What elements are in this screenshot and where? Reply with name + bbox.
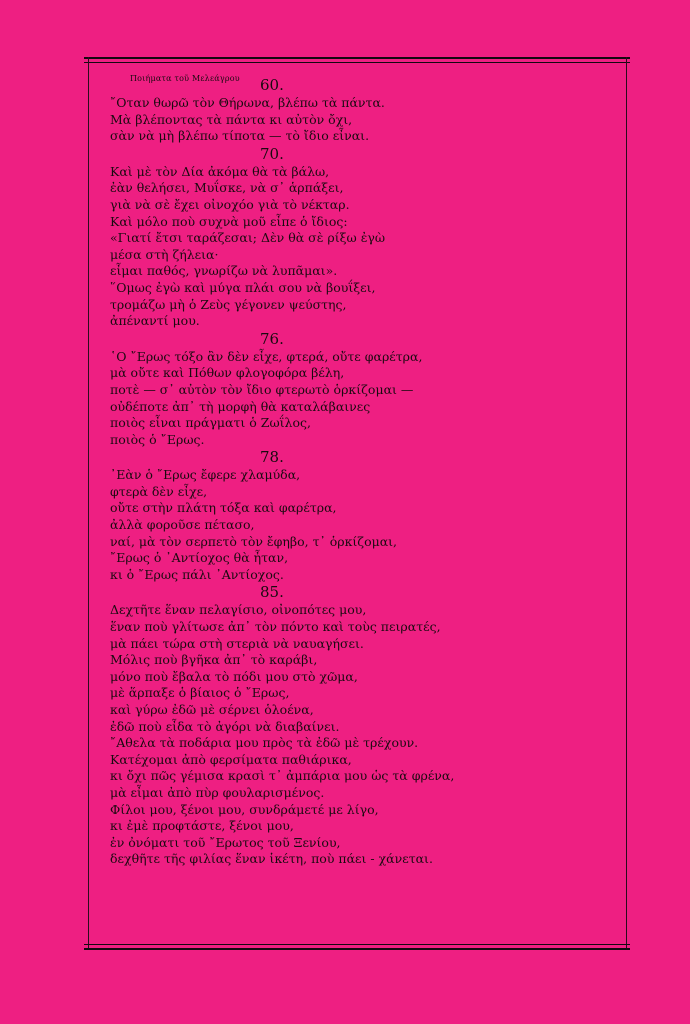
frame-top-rule xyxy=(84,57,630,59)
poem-line: γιὰ νὰ σὲ ἔχει οἰνοχόο γιὰ τὸ νέκταρ. xyxy=(110,196,350,212)
poem-line: «Γιατί ἔτσι ταράζεσαι; Δὲν θὰ σὲ ρίξω ἐγὼ xyxy=(110,230,386,246)
poem-78 xyxy=(110,448,610,583)
poem-line: Δεχτῆτε ἕναν πελαγίσιο, οἰνοπότες μου, xyxy=(110,602,367,618)
poem-60 xyxy=(110,76,610,145)
running-head: Ποιήματα τοῦ Μελεάγρου xyxy=(130,74,240,83)
poem-line: Καὶ μὲ τὸν Δία ἀκόμα θὰ τὰ βάλω, xyxy=(110,163,330,179)
poem-line: εἶμαι παθός, γνωρίζω νὰ λυπᾶμαι». xyxy=(110,263,338,279)
poem-line: μόνο ποὺ ἔβαλα τὸ πόδι μου στὸ χῶμα, xyxy=(110,668,358,684)
poem-line: καὶ γύρω ἐδῶ μὲ σέρνει ὁλοένα, xyxy=(110,702,314,717)
poem-line: κι ὁ ῎Ερως πάλι ᾿Αντίοχος. xyxy=(110,566,284,582)
poem-line: σὰν νὰ μὴ βλέπω τίποτα — τὸ ἴδιο εἶναι. xyxy=(110,128,370,144)
poem-line: ποιὸς ὁ ῎Ερως. xyxy=(110,431,205,447)
poem-line: ῎Ερως ὁ ᾿Αντίοχος θὰ ἦταν, xyxy=(110,550,289,566)
poem-85 xyxy=(110,583,610,868)
poem-line: οὔτε στὴν πλάτη τόξα καὶ φαρέτρα, xyxy=(110,500,337,516)
poem-line: οὐδέποτε ἀπ᾽ τὴ μορφὴ θὰ καταλάβαινες xyxy=(110,398,371,414)
poem-number: 76. xyxy=(260,329,284,348)
poem-line: μέσα στὴ ζήλεια· xyxy=(110,246,219,262)
poem-number: 85. xyxy=(260,583,284,602)
poem-line: Καὶ μόλο ποὺ συχνὰ μοῦ εἶπε ὁ ἴδιος: xyxy=(110,213,348,229)
frame-right-rule xyxy=(626,57,627,950)
poem-line: ποιὸς εἶναι πράγματι ὁ Ζωΐλος, xyxy=(110,415,311,431)
poem-line: ῎Αθελα τὰ ποδάρια μου πρὸς τὰ ἐδῶ μὲ τρέχουν. xyxy=(110,735,419,751)
poem-number: 78. xyxy=(260,448,284,467)
poem-line: Κατέχομαι ἀπὸ φερσίματα παθιάρικα, xyxy=(110,751,352,767)
poem-line: ναί, μὰ τὸν σερπετὸ τὸν ἔφηβο, τ᾽ ὁρκίζομαι, xyxy=(110,533,398,549)
poem-line: ῞Ομως ἐγὼ καὶ μύγα πλάι σου νὰ βουΐξει, xyxy=(110,279,376,295)
poem-line: ἐν ὀνόματι τοῦ ῎Ερωτος τοῦ Ξενίου, xyxy=(110,834,341,850)
frame-bottom-rule xyxy=(84,948,630,950)
poem-line: τρομάζω μὴ ὁ Ζεὺς γέγονεν ψεύστης, xyxy=(110,296,347,312)
poem-line: μὲ ἅρπαξε ὁ βίαιος ὁ ῎Ερως, xyxy=(110,685,290,701)
poem-line: Μὰ βλέποντας τὰ πάντα κι αὐτὸν ὄχι, xyxy=(110,111,353,127)
frame-left-rule xyxy=(88,57,89,950)
frame-top-inner-rule xyxy=(84,62,630,63)
frame-bottom-inner-rule xyxy=(84,944,630,945)
poem-line: ποτὲ — σ᾽ αὐτὸν τὸν ἴδιο φτερωτὸ ὁρκίζομαι — xyxy=(110,381,414,397)
poem-line: μὰ εἶμαι ἀπὸ πὺρ φουλαρισμένος. xyxy=(110,784,325,800)
poem-line: ἐδῶ ποὺ εἶδα τὸ ἀγόρι νὰ διαβαίνει. xyxy=(110,718,340,734)
poem-number: 60. xyxy=(260,76,284,94)
poem-line: ἀλλὰ φοροῦσε πέτασο, xyxy=(110,517,255,533)
poem-line: μὰ πάει τώρα στὴ στεριὰ νὰ ναυαγήσει. xyxy=(110,635,364,651)
poem-70 xyxy=(110,145,610,330)
poem-line: Μόλις ποὺ βγῆκα ἀπ᾽ τὸ καράβι, xyxy=(110,652,318,668)
poem-line: κι ὄχι πῶς γέμισα κρασὶ τ᾽ ἀμπάρια μου ὡς τὰ φρένα, xyxy=(110,768,455,784)
poem-line: δεχθῆτε τῆς φιλίας ἕναν ἱκέτη, ποὺ πάει - χάνεται. xyxy=(110,851,433,867)
poem-line: φτερὰ δὲν εἶχε, xyxy=(110,483,208,499)
poem-line: μὰ οὔτε καὶ Πόθων φλογοφόρα βέλη, xyxy=(110,365,345,381)
poem-line: ἕναν ποὺ γλίτωσε ἀπ᾽ τὸν πόντο καὶ τοὺς πειρατές, xyxy=(110,619,441,635)
poem-line: ἀπέναντί μου. xyxy=(110,313,200,329)
poem-76 xyxy=(110,330,610,449)
poem-line: Φίλοι μου, ξένοι μου, συνδράμετέ με λίγο, xyxy=(110,801,379,817)
poem-line: ᾿Εὰν ὁ ῎Ερως ἔφερε χλαμύδα, xyxy=(110,467,301,483)
poem-line: ῾Ο ῎Ερως τόξο ἂν δὲν εἶχε, φτερά, οὔτε φαρέτρα, xyxy=(110,348,423,364)
poem-number: 70. xyxy=(260,144,284,163)
page-content xyxy=(110,66,610,936)
poem-line: κι ἐμὲ προφτάστε, ξένοι μου, xyxy=(110,818,294,834)
poem-line: ῎Οταν θωρῶ τὸν Θήρωνα, βλέπω τὰ πάντα. xyxy=(110,95,385,110)
poem-line: ἐὰν θελήσει, Μυΐσκε, νὰ σ᾽ ἁρπάξει, xyxy=(110,180,344,196)
